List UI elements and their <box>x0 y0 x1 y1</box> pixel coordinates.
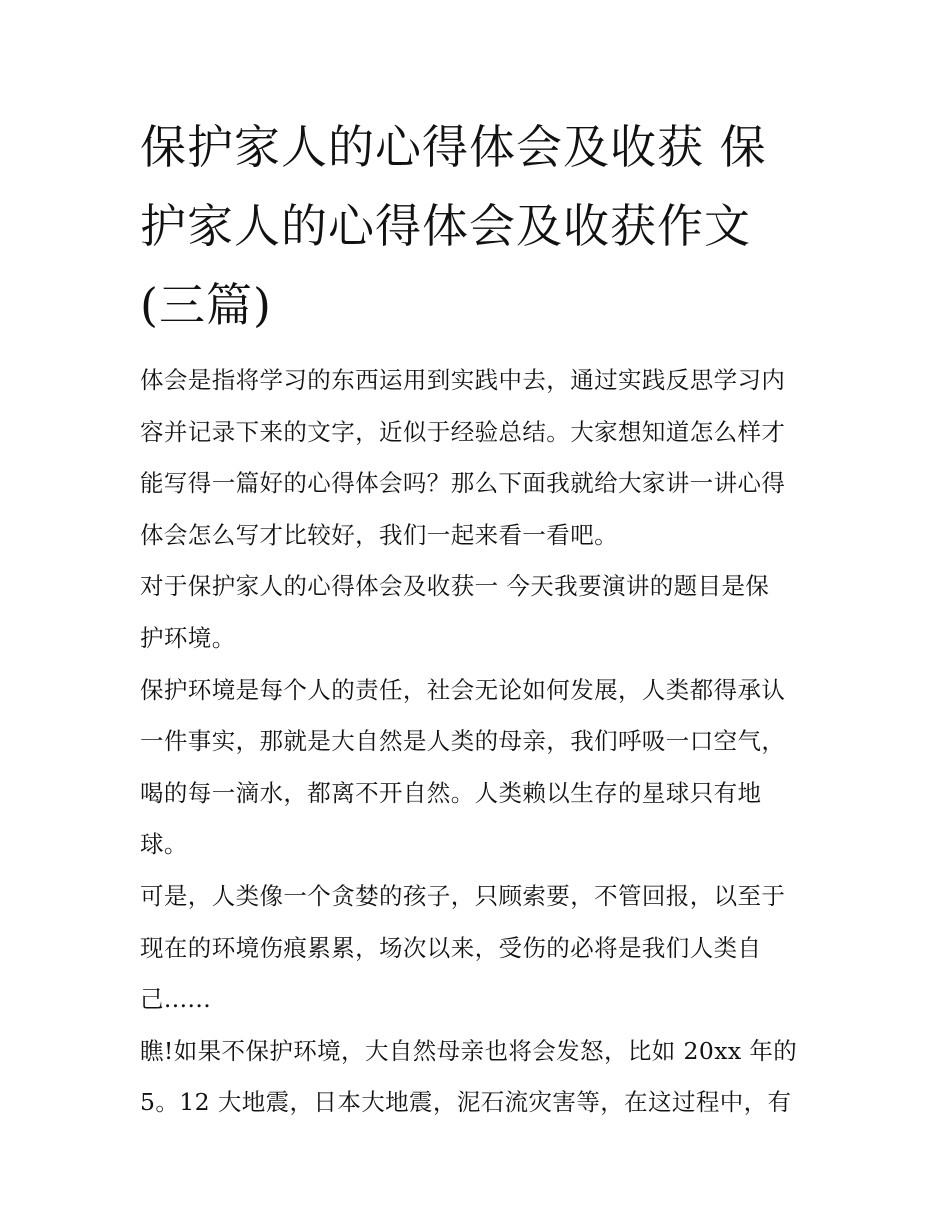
body-line: 可是，人类像一个贪婪的孩子，只顾索要，不管回报，以至于 <box>140 881 786 910</box>
body-line: 容并记录下来的文字，近似于经验总结。大家想知道怎么样才 <box>140 417 786 446</box>
body-line: 护环境。 <box>140 623 236 652</box>
title-line: (三篇) <box>140 278 272 332</box>
document-title <box>140 108 820 345</box>
title-line: 保护家人的心得体会及收获 保 <box>140 120 767 174</box>
body-line: 瞧!如果不保护环境，大自然母亲也将会发怒，比如 20xx 年的 <box>140 1036 798 1065</box>
body-line: 一件事实，那就是大自然是人类的母亲，我们呼吸一口空气， <box>140 727 786 756</box>
body-line: 保护环境是每个人的责任，社会无论如何发展，人类都得承认 <box>140 675 786 704</box>
body-line: 体会是指将学习的东西运用到实践中去，通过实践反思学习内 <box>140 366 786 394</box>
document-body <box>140 355 830 1129</box>
body-line: 体会怎么写才比较好，我们一起来看一看吧。 <box>140 520 618 549</box>
title-line: 护家人的心得体会及收获作文 <box>140 199 751 253</box>
body-line: 对于保护家人的心得体会及收获一 今天我要演讲的题目是保 <box>140 572 770 601</box>
body-line: 现在的环境伤痕累累，场次以来，受伤的必将是我们人类自 <box>140 933 762 962</box>
body-line: 球。 <box>140 830 188 859</box>
body-line: 能写得一篇好的心得体会吗？那么下面我就给大家讲一讲心得 <box>140 469 786 498</box>
body-line: 己...... <box>140 985 212 1014</box>
body-line: 喝的每一滴水，都离不开自然。人类赖以生存的星球只有地 <box>140 778 762 807</box>
body-line: 5。12 大地震，日本大地震，泥石流灾害等，在这过程中，有 <box>140 1088 792 1117</box>
